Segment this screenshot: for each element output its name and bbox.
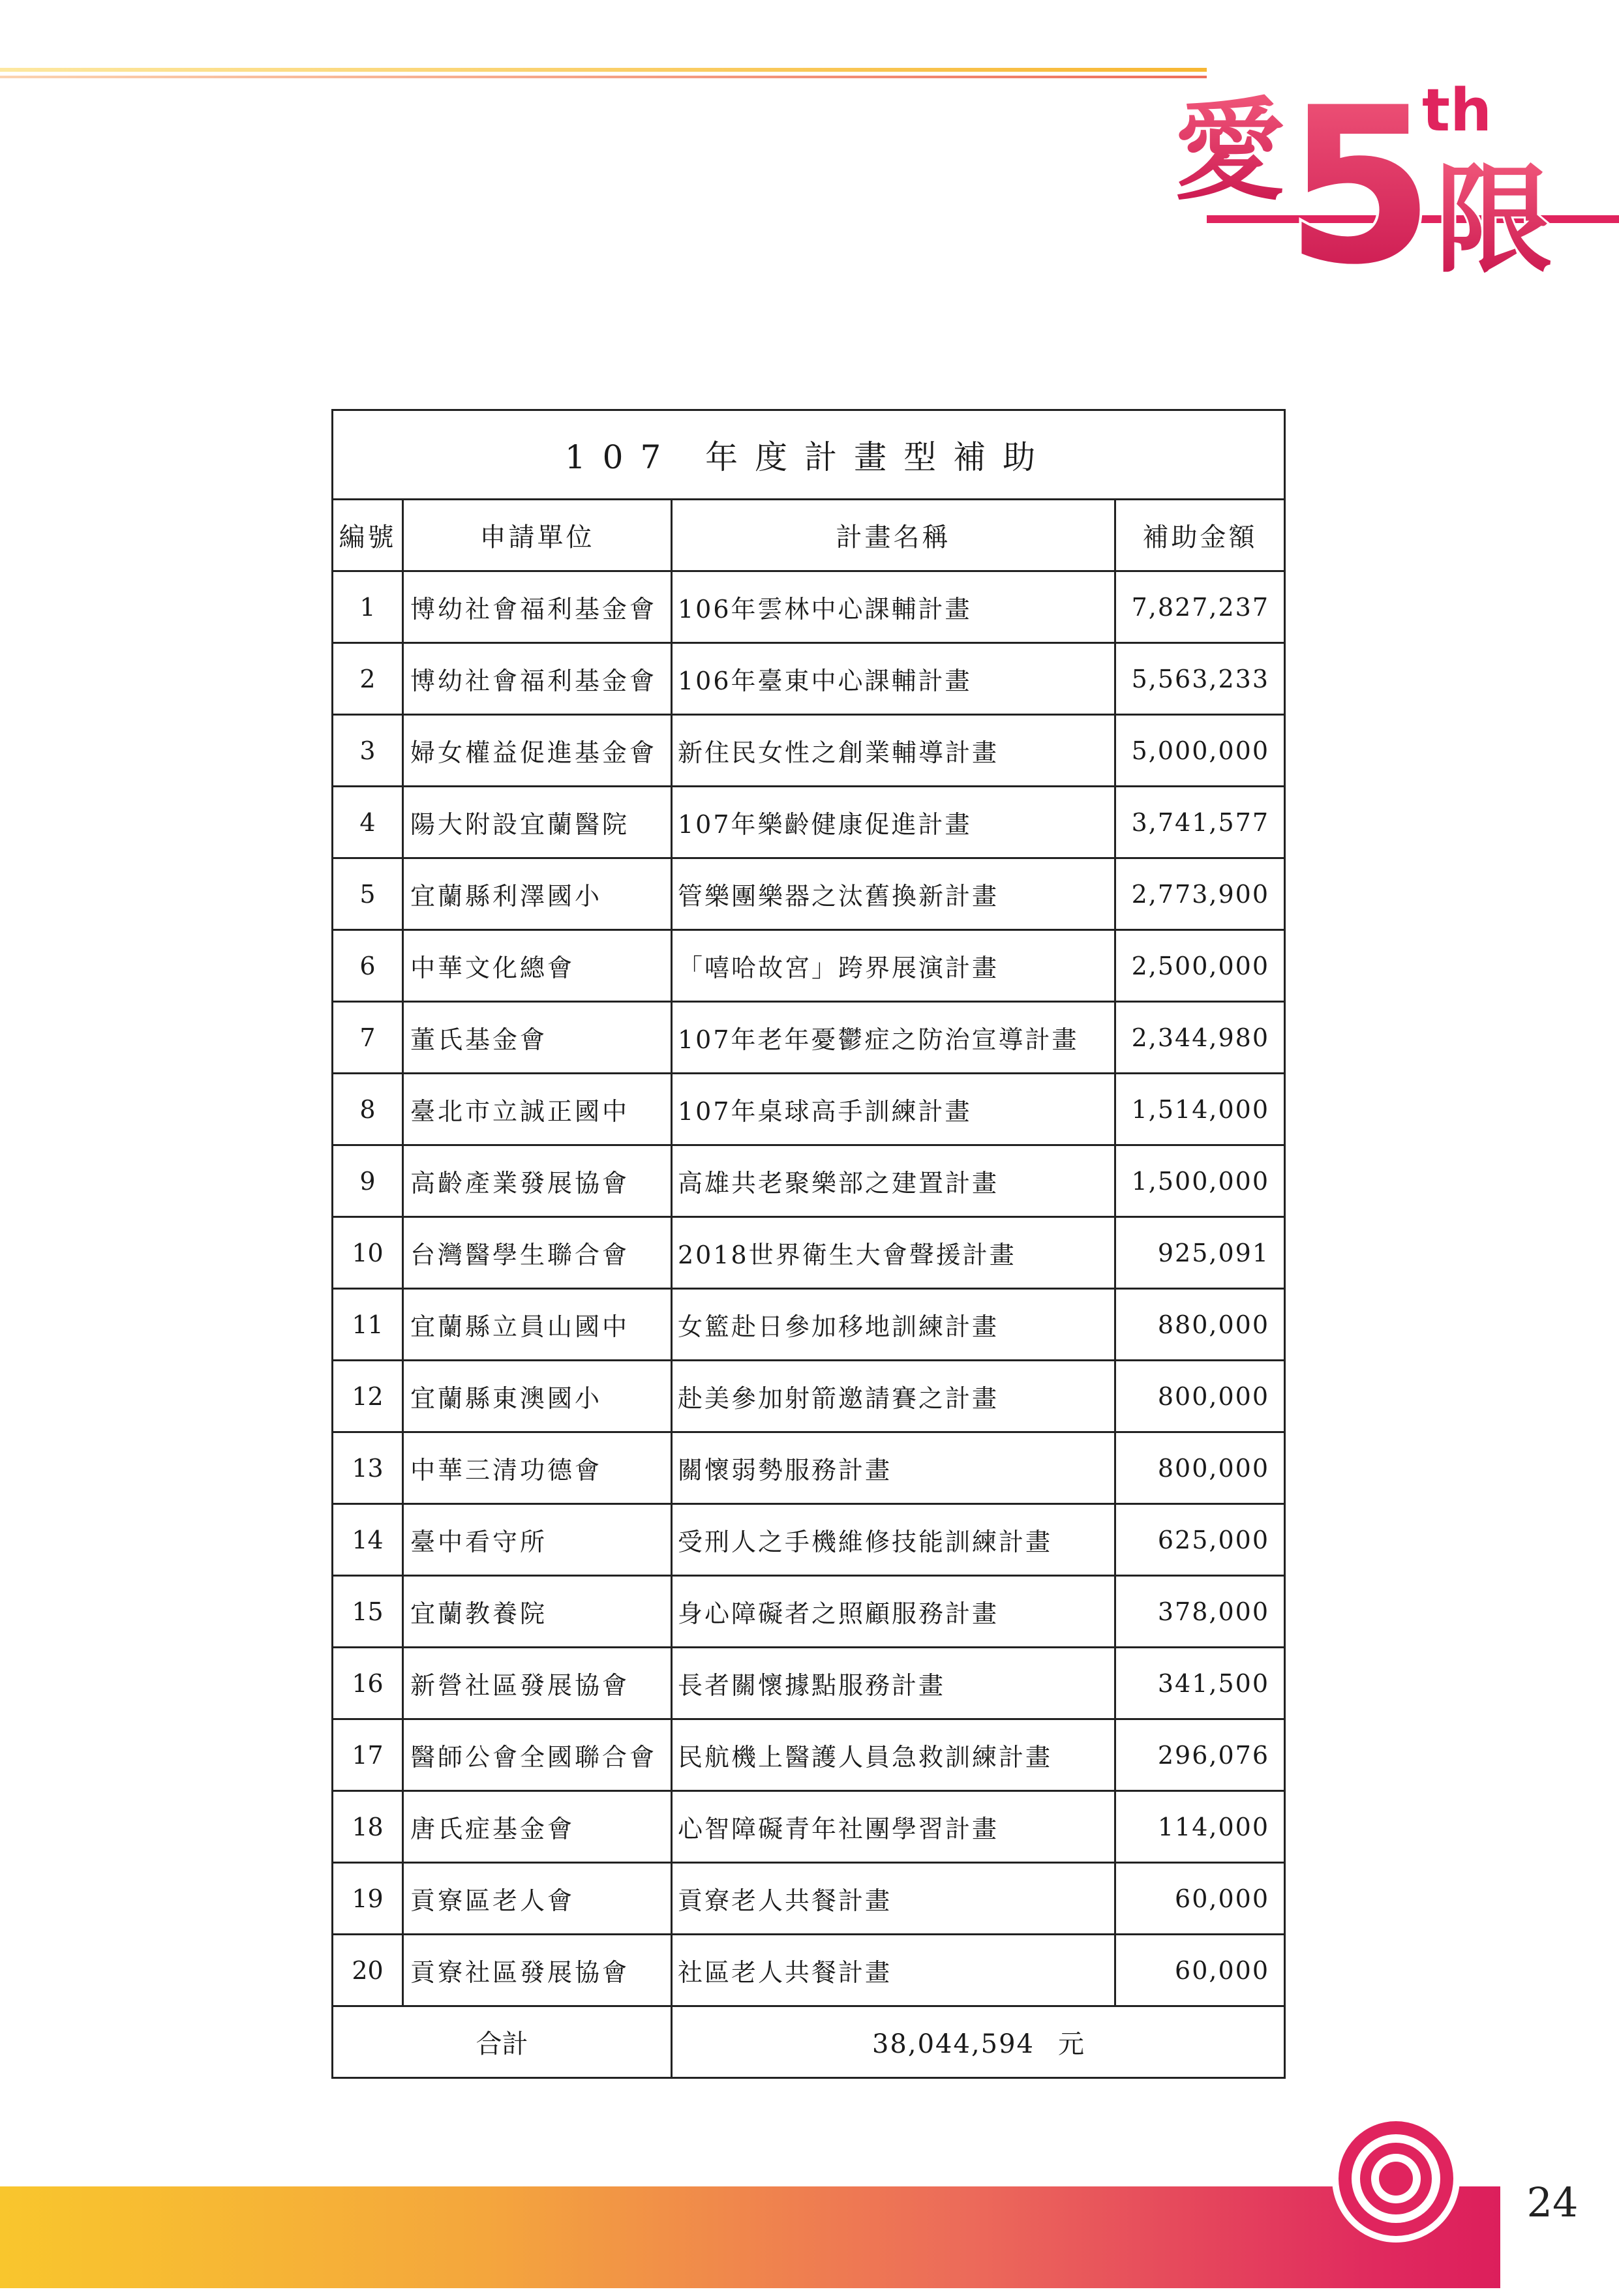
cell-no: 9 <box>333 1145 403 1217</box>
cell-plan: 身心障礙者之照顧服務計畫 <box>672 1576 1115 1648</box>
table-row <box>333 930 1285 1002</box>
table-row <box>333 1432 1285 1504</box>
cell-no: 10 <box>333 1217 403 1289</box>
cell-org: 貢寮社區發展協會 <box>403 1935 672 2006</box>
cell-plan: 新住民女性之創業輔導計畫 <box>672 715 1115 787</box>
cell-amount: 60,000 <box>1115 1863 1285 1935</box>
cell-no: 6 <box>333 930 403 1002</box>
cell-no: 13 <box>333 1432 403 1504</box>
table-row <box>333 1935 1285 2006</box>
cell-org: 中華三清功德會 <box>403 1432 672 1504</box>
table-row <box>333 1576 1285 1648</box>
cell-plan: 女籃赴日參加移地訓練計畫 <box>672 1289 1115 1361</box>
cell-no: 15 <box>333 1576 403 1648</box>
cell-org: 新營社區發展協會 <box>403 1648 672 1719</box>
cell-amount: 2,344,980 <box>1115 1002 1285 1074</box>
cell-no: 7 <box>333 1002 403 1074</box>
total-row <box>333 2006 1285 2078</box>
cell-plan: 「嘻哈故宮」跨界展演計畫 <box>672 930 1115 1002</box>
cell-amount: 1,514,000 <box>1115 1074 1285 1145</box>
cell-amount: 60,000 <box>1115 1935 1285 2006</box>
total-unit: 元 <box>1058 2029 1085 2059</box>
cell-amount: 3,741,577 <box>1115 787 1285 858</box>
subsidy-table <box>331 409 1286 2079</box>
cell-no: 18 <box>333 1791 403 1863</box>
cell-org: 臺北市立誠正國中 <box>403 1074 672 1145</box>
cell-plan: 107年樂齡健康促進計畫 <box>672 787 1115 858</box>
cell-plan: 赴美參加射箭邀請賽之計畫 <box>672 1361 1115 1432</box>
cell-plan: 2018世界衛生大會聲援計畫 <box>672 1217 1115 1289</box>
cell-plan: 107年老年憂鬱症之防治宣導計畫 <box>672 1002 1115 1074</box>
table-row <box>333 1719 1285 1791</box>
cell-org: 董氏基金會 <box>403 1002 672 1074</box>
table-row <box>333 1289 1285 1361</box>
cell-amount: 2,500,000 <box>1115 930 1285 1002</box>
cell-amount: 5,000,000 <box>1115 715 1285 787</box>
cell-amount: 378,000 <box>1115 1576 1285 1648</box>
cell-org: 台灣醫學生聯合會 <box>403 1217 672 1289</box>
cell-org: 臺中看守所 <box>403 1504 672 1576</box>
cell-amount: 5,563,233 <box>1115 643 1285 715</box>
table-row <box>333 1217 1285 1289</box>
cell-plan: 受刑人之手機維修技能訓練計畫 <box>672 1504 1115 1576</box>
cell-plan: 107年桌球高手訓練計畫 <box>672 1074 1115 1145</box>
cell-no: 8 <box>333 1074 403 1145</box>
cell-no: 16 <box>333 1648 403 1719</box>
cell-no: 5 <box>333 858 403 930</box>
cell-plan: 106年臺東中心課輔計畫 <box>672 643 1115 715</box>
cell-no: 17 <box>333 1719 403 1791</box>
table-row <box>333 787 1285 858</box>
cell-plan: 社區老人共餐計畫 <box>672 1935 1115 2006</box>
cell-no: 3 <box>333 715 403 787</box>
table-body <box>333 571 1285 2006</box>
total-value <box>672 2006 1285 2078</box>
cell-no: 12 <box>333 1361 403 1432</box>
cell-plan: 106年雲林中心課輔計畫 <box>672 571 1115 643</box>
cell-org: 宜蘭縣立員山國中 <box>403 1289 672 1361</box>
table-row <box>333 1145 1285 1217</box>
cell-amount: 296,076 <box>1115 1719 1285 1791</box>
cell-org: 唐氏症基金會 <box>403 1791 672 1863</box>
cell-amount: 341,500 <box>1115 1648 1285 1719</box>
cell-org: 中華文化總會 <box>403 930 672 1002</box>
cell-org: 宜蘭縣東澳國小 <box>403 1361 672 1432</box>
cell-amount: 625,000 <box>1115 1504 1285 1576</box>
logo-char-five: 5 <box>1285 61 1435 294</box>
cell-plan: 高雄共老聚樂部之建置計畫 <box>672 1145 1115 1217</box>
cell-amount: 800,000 <box>1115 1432 1285 1504</box>
table-row <box>333 643 1285 715</box>
cell-org: 宜蘭縣利澤國小 <box>403 858 672 930</box>
cell-amount: 925,091 <box>1115 1217 1285 1289</box>
cell-plan: 管樂團樂器之汰舊換新計畫 <box>672 858 1115 930</box>
cell-org: 婦女權益促進基金會 <box>403 715 672 787</box>
table-row <box>333 1074 1285 1145</box>
cell-amount: 880,000 <box>1115 1289 1285 1361</box>
header-no: 編號 <box>333 500 403 571</box>
table-row <box>333 1504 1285 1576</box>
table-row <box>333 1002 1285 1074</box>
cell-plan: 民航機上醫護人員急救訓練計畫 <box>672 1719 1115 1791</box>
total-amount: 38,044,594 <box>871 2029 1035 2059</box>
target-icon <box>1331 2113 1461 2244</box>
cell-amount: 7,827,237 <box>1115 571 1285 643</box>
cell-org: 貢寮區老人會 <box>403 1863 672 1935</box>
table-row <box>333 858 1285 930</box>
page-number: 24 <box>1526 2179 1579 2226</box>
cell-org: 醫師公會全國聯合會 <box>403 1719 672 1791</box>
cell-org: 陽大附設宜蘭醫院 <box>403 787 672 858</box>
header-org: 申請單位 <box>403 500 672 571</box>
cell-no: 11 <box>333 1289 403 1361</box>
table-row <box>333 1361 1285 1432</box>
logo-char-ai: 愛 <box>1174 87 1286 216</box>
cell-plan: 關懷弱勢服務計畫 <box>672 1432 1115 1504</box>
cell-plan: 貢寮老人共餐計畫 <box>672 1863 1115 1935</box>
table-row <box>333 571 1285 643</box>
cell-plan: 心智障礙青年社團學習計畫 <box>672 1791 1115 1863</box>
cell-no: 4 <box>333 787 403 858</box>
logo-superscript: th <box>1422 76 1492 145</box>
cell-org: 宜蘭教養院 <box>403 1576 672 1648</box>
top-rule-yellow <box>0 68 1207 72</box>
cell-plan: 長者關懷據點服務計畫 <box>672 1648 1115 1719</box>
cell-org: 高齡產業發展協會 <box>403 1145 672 1217</box>
table-title: 107 年度計畫型補助 <box>333 410 1285 500</box>
cell-amount: 114,000 <box>1115 1791 1285 1863</box>
cell-org: 博幼社會福利基金會 <box>403 643 672 715</box>
cell-no: 20 <box>333 1935 403 2006</box>
cell-amount: 2,773,900 <box>1115 858 1285 930</box>
cell-no: 2 <box>333 643 403 715</box>
brand-logo <box>1161 52 1619 294</box>
table-row <box>333 1863 1285 1935</box>
header-amount: 補助金額 <box>1115 500 1285 571</box>
top-rule-red <box>0 76 1207 78</box>
cell-org: 博幼社會福利基金會 <box>403 571 672 643</box>
cell-no: 1 <box>333 571 403 643</box>
table-row <box>333 1791 1285 1863</box>
table-header-row <box>333 500 1285 571</box>
cell-no: 14 <box>333 1504 403 1576</box>
cell-amount: 800,000 <box>1115 1361 1285 1432</box>
table-row <box>333 1648 1285 1719</box>
total-label: 合計 <box>333 2006 672 2078</box>
header-plan: 計畫名稱 <box>672 500 1115 571</box>
table-row <box>333 715 1285 787</box>
cell-amount: 1,500,000 <box>1115 1145 1285 1217</box>
cell-no: 19 <box>333 1863 403 1935</box>
logo-char-xian: 限 <box>1435 153 1553 289</box>
